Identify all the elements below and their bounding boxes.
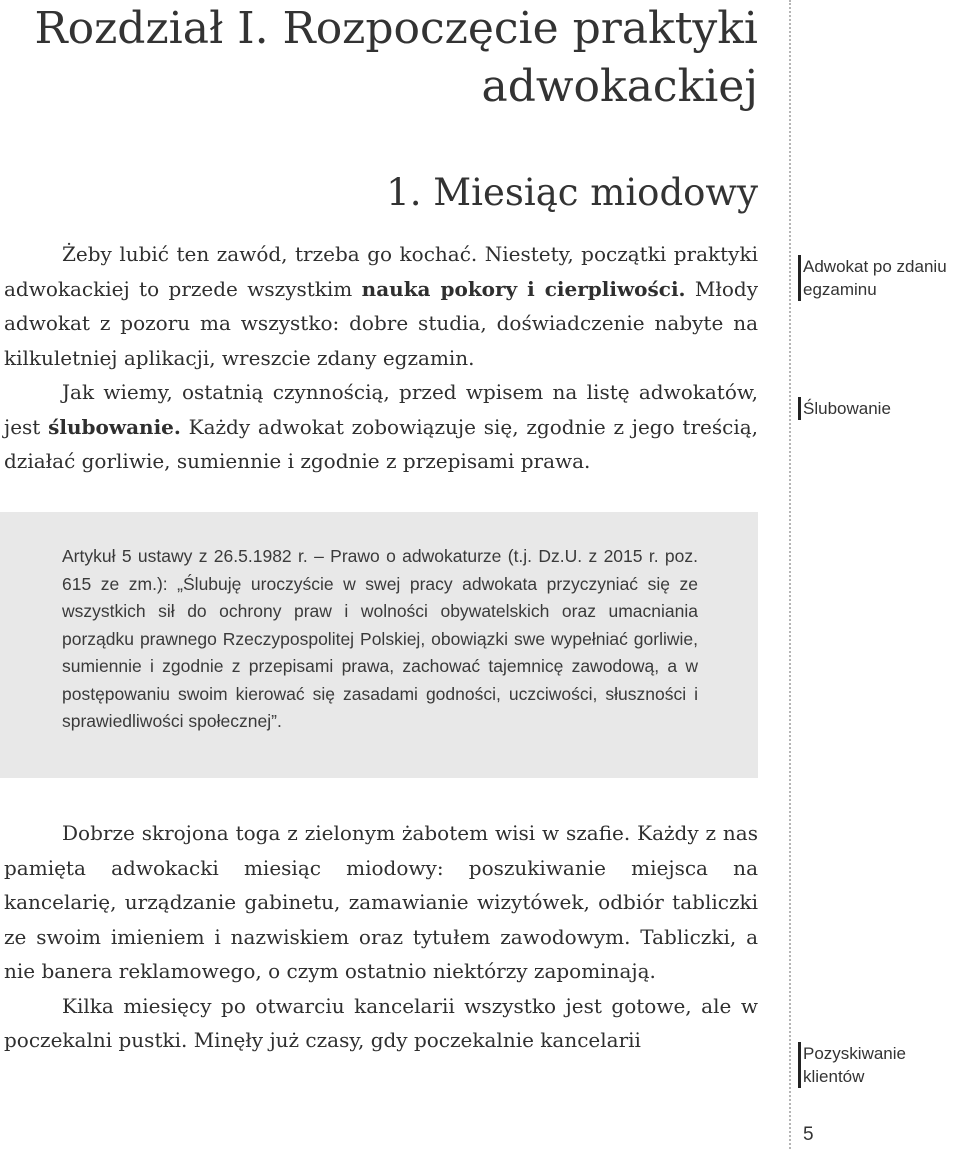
p1-text-b: Młody adwokat z pozoru ma wszystko: dobre studia, doświadczenie nabyte na kilkuletniej aplikacji, wreszcie zdany egzamin.: [4, 276, 758, 370]
quote-text: Artykuł 5 ustawy z 26.5.1982 r. – Prawo o adwokaturze (t.j. Dz.U. z 2015 r. poz. 615 ze zm.): „Ślubuję uroczyście w swej pracy adwokata przyczyniać się ze wszystkich sił do ochrony praw i wolności obywatelskich oraz umacniania porządku prawnego Rzeczypospolitej Polskiej, obowiązki swe wypełniać gorliwie, sumiennie i zgodnie z przepisami prawa, zachować tajemnicę zawodową, a w postępowaniu swoim kierować się zasadami godności, uczciwości, słuszności i sprawiedliwości społecznej”.: [62, 546, 698, 731]
margin-note-bar: [798, 1042, 801, 1088]
p1-text-a: Żeby lubić ten zawód, trzeba go kochać. Niestety, początki praktyki adwokackiej to przede wszystkim: [4, 242, 758, 301]
margin-note-text: Ślubowanie: [803, 399, 891, 418]
margin-note-slubowanie: [798, 397, 960, 420]
margin-note-klienci: [798, 1042, 960, 1088]
quote-box: [0, 512, 758, 778]
body-paragraph-1: [4, 237, 758, 479]
p1-bold-a: nauka pokory i cierpliwości.: [361, 276, 686, 301]
p2-text-b: Kilka miesięcy po otwarciu kancelarii wszystko jest gotowe, ale w poczekalni pustki. Minęły już czasy, gdy poczekalnie kancelarii: [4, 993, 758, 1052]
chapter-title-line1: Rozdział I. Rozpoczęcie praktyki: [34, 3, 758, 54]
page-number: 5: [803, 1124, 814, 1145]
margin-note-bar: [798, 255, 801, 301]
p1-text-d: Każdy adwokat zobowiązuje się, zgodnie z jego treścią, działać gorliwie, sumiennie i zgodnie z przepisami prawa.: [4, 414, 758, 473]
margin-note-text: Adwokat po zdaniu egzaminu: [803, 257, 947, 299]
margin-divider: [789, 0, 791, 1149]
margin-note-egzamin: [798, 255, 960, 301]
p2-text-a: Dobrze skrojona toga z zielonym żabotem wisi w szafie. Każdy z nas pamięta adwokacki miesiąc miodowy: poszukiwanie miejsca na kancelarię, urządzanie gabinetu, zamawianie wizytówek, odbiór tabliczki ze swoim imieniem i nazwiskiem oraz tytułem zawodowym. Tabliczki, a nie banera reklamowego, o czym ostatnio niektórzy zapominają.: [4, 821, 758, 983]
margin-note-text: Pozyskiwanie klientów: [803, 1044, 906, 1086]
margin-note-bar: [798, 397, 801, 420]
p1-bold-b: ślubowanie.: [48, 414, 181, 439]
p1-text-c: Jak wiemy, ostatnią czynnością, przed wpisem na listę adwokatów, jest: [4, 380, 758, 439]
chapter-title: [0, 0, 758, 116]
chapter-title-line2: adwokackiej: [481, 61, 758, 112]
body-paragraph-2: [4, 816, 758, 1058]
section-title: 1. Miesiąc miodowy: [386, 171, 758, 214]
